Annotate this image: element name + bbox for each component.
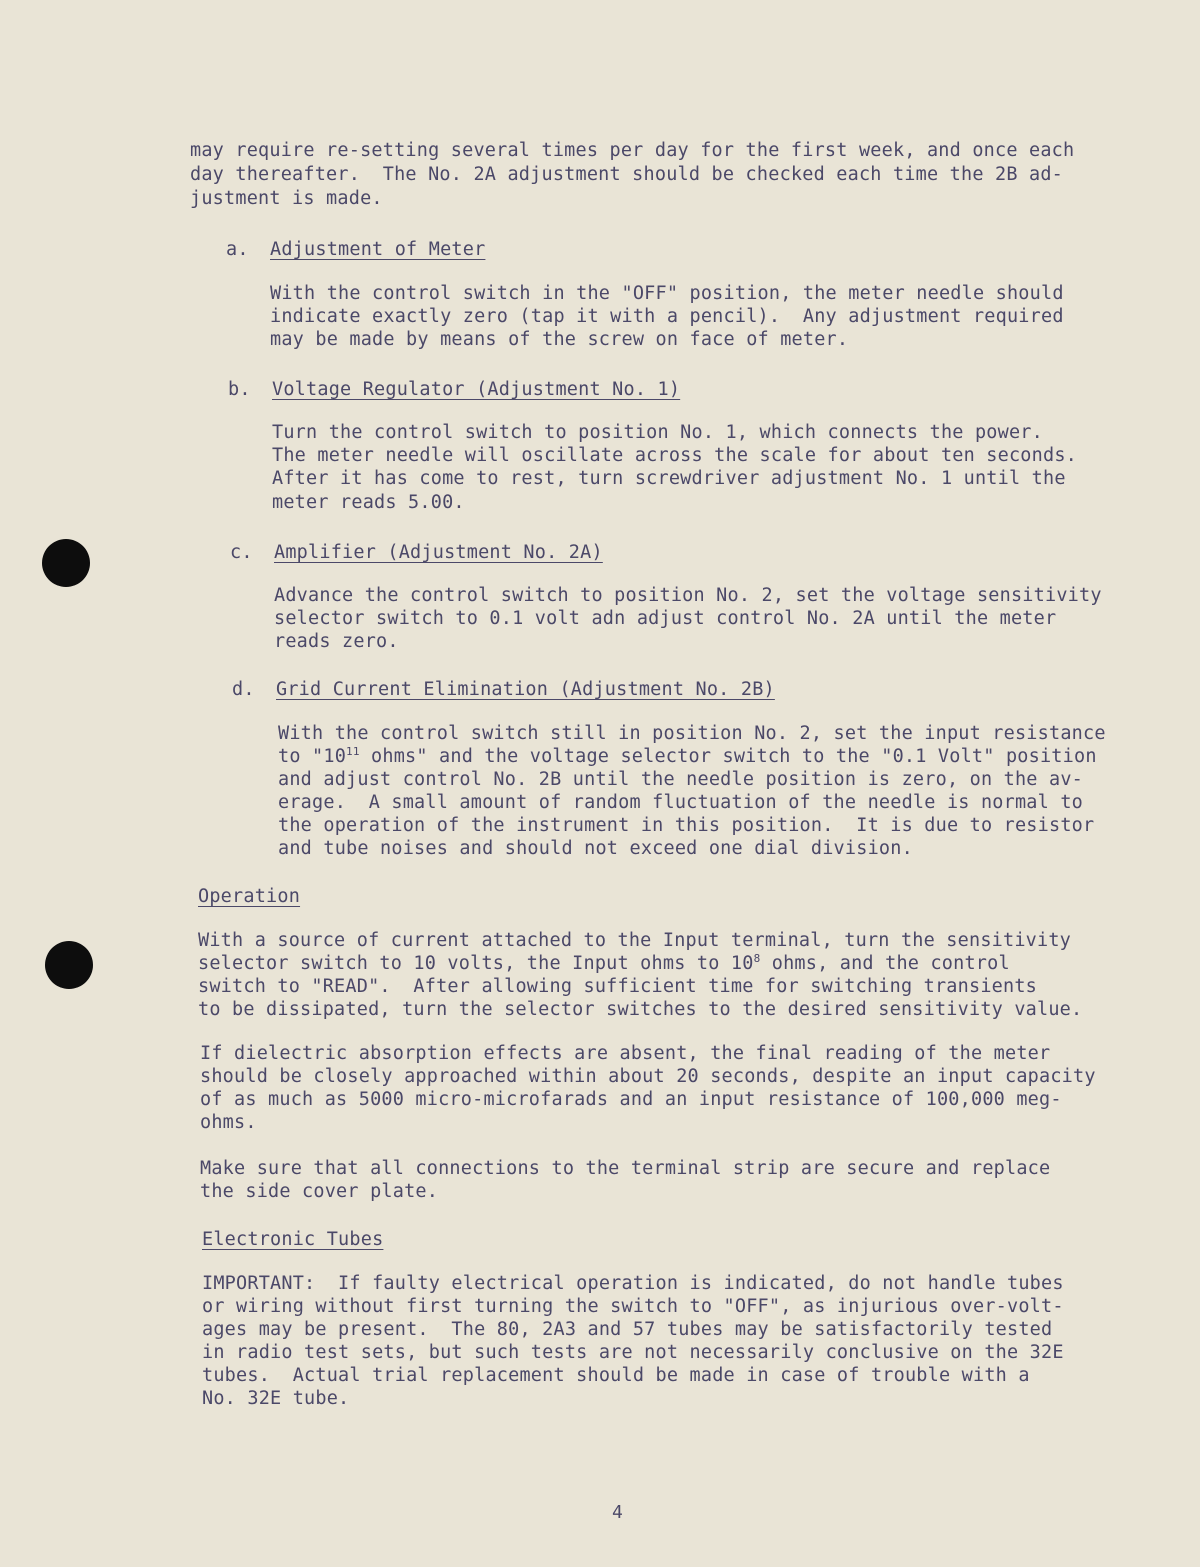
punch-hole-upper xyxy=(42,539,90,587)
section-b-line-3: After it has come to rest, turn screwdriver adjustment No. 1 until the xyxy=(272,468,1066,489)
section-b-line-4: meter reads 5.00. xyxy=(272,492,465,513)
section-c-line-1: Advance the control switch to position No. 2, set the voltage sensitivity xyxy=(274,585,1102,606)
section-d-line-3: and adjust control No. 2B until the needle position is zero, on the av- xyxy=(278,769,1083,790)
section-d-line-6: and tube noises and should not exceed one dial division. xyxy=(278,838,913,859)
tubes-line-5: tubes. Actual trial replacement should be made in case of trouble with a xyxy=(202,1365,1030,1386)
tubes-line-1: IMPORTANT: If faulty electrical operation is indicated, do not handle tubes xyxy=(202,1273,1064,1294)
operation-p2-line-2: should be closely approached within about 20 seconds, despite an input capacity xyxy=(200,1066,1096,1087)
section-d-letter: d. xyxy=(232,679,255,700)
operation-p1-line-4: to be dissipated, turn the selector switches to the desired sensitivity value. xyxy=(198,999,1083,1020)
operation-p3-line-2: the side cover plate. xyxy=(200,1181,439,1202)
operation-p1-line-3: switch to "READ". After allowing sufficient time for switching transients xyxy=(198,976,1038,997)
electronic-tubes-heading: Electronic Tubes xyxy=(202,1229,384,1250)
section-a-letter: a. xyxy=(226,239,249,260)
section-d-line-2-exponent: 11 xyxy=(346,745,360,758)
section-d-line-5: the operation of the instrument in this position. It is due to resistor xyxy=(278,815,1095,836)
operation-p3-line-1: Make sure that all connections to the terminal strip are secure and replace xyxy=(200,1158,1051,1179)
section-c-line-3: reads zero. xyxy=(274,631,399,652)
section-d-line-1: With the control switch still in position No. 2, set the input resistance xyxy=(278,723,1106,744)
operation-p1-line-2-pre: selector switch to 10 volts, the Input ohms to 10 xyxy=(198,953,754,974)
intro-line-1: may require re-setting several times per day for the first week, and once each xyxy=(190,140,1075,161)
section-a-line-1: With the control switch in the "OFF" position, the meter needle should xyxy=(270,283,1064,304)
page-number: 4 xyxy=(612,1502,623,1523)
operation-p2-line-4: ohms. xyxy=(200,1112,257,1133)
section-a-line-2: indicate exactly zero (tap it with a pencil). Any adjustment required xyxy=(270,306,1064,327)
intro-line-2: day thereafter. The No. 2A adjustment should be checked each time the 2B ad- xyxy=(190,164,1064,185)
section-c-letter: c. xyxy=(230,542,253,563)
section-d-title: Grid Current Elimination (Adjustment No. 2B) xyxy=(276,679,775,700)
section-b-letter: b. xyxy=(228,379,251,400)
punch-hole-lower xyxy=(45,941,93,989)
section-d-line-4: erage. A small amount of random fluctuation of the needle is normal to xyxy=(278,792,1083,813)
section-c-title: Amplifier (Adjustment No. 2A) xyxy=(274,542,603,563)
operation-heading: Operation xyxy=(198,886,301,907)
section-d-line-2 xyxy=(278,745,1097,768)
operation-p2-line-1: If dielectric absorption effects are absent, the final reading of the meter xyxy=(200,1043,1051,1064)
tubes-line-4: in radio test sets, but such tests are not necessarily conclusive on the 32E xyxy=(202,1342,1064,1363)
section-c-line-2: selector switch to 0.1 volt adn adjust control No. 2A until the meter xyxy=(274,608,1057,629)
operation-p2-line-3: of as much as 5000 micro-microfarads and an input resistance of 100,000 meg- xyxy=(200,1089,1062,1110)
tubes-line-3: ages may be present. The 80, 2A3 and 57 tubes may be satisfactorily tested xyxy=(202,1319,1053,1340)
section-b-title: Voltage Regulator (Adjustment No. 1) xyxy=(272,379,681,400)
section-d-line-2-post: ohms" and the voltage selector switch to the "0.1 Volt" position xyxy=(359,746,1097,767)
section-a-title: Adjustment of Meter xyxy=(270,239,486,260)
tubes-line-2: or wiring without first turning the switch to "OFF", as injurious over-volt- xyxy=(202,1296,1064,1317)
tubes-line-6: No. 32E tube. xyxy=(202,1388,350,1409)
section-d-line-2-pre: to "10 xyxy=(278,746,347,767)
section-b-line-1: Turn the control switch to position No. 1, which connects the power. xyxy=(272,422,1043,443)
operation-p1-line-2 xyxy=(198,952,1010,975)
operation-p1-line-2-post: ohms, and the control xyxy=(760,953,1010,974)
section-b-line-2: The meter needle will oscillate across the scale for about ten seconds. xyxy=(272,445,1077,466)
operation-p1-line-2-exponent: 8 xyxy=(753,952,761,965)
intro-line-3: justment is made. xyxy=(190,188,383,209)
operation-p1-line-1: With a source of current attached to the Input terminal, turn the sensitivity xyxy=(198,930,1072,951)
section-a-line-3: may be made by means of the screw on face of meter. xyxy=(270,329,849,350)
